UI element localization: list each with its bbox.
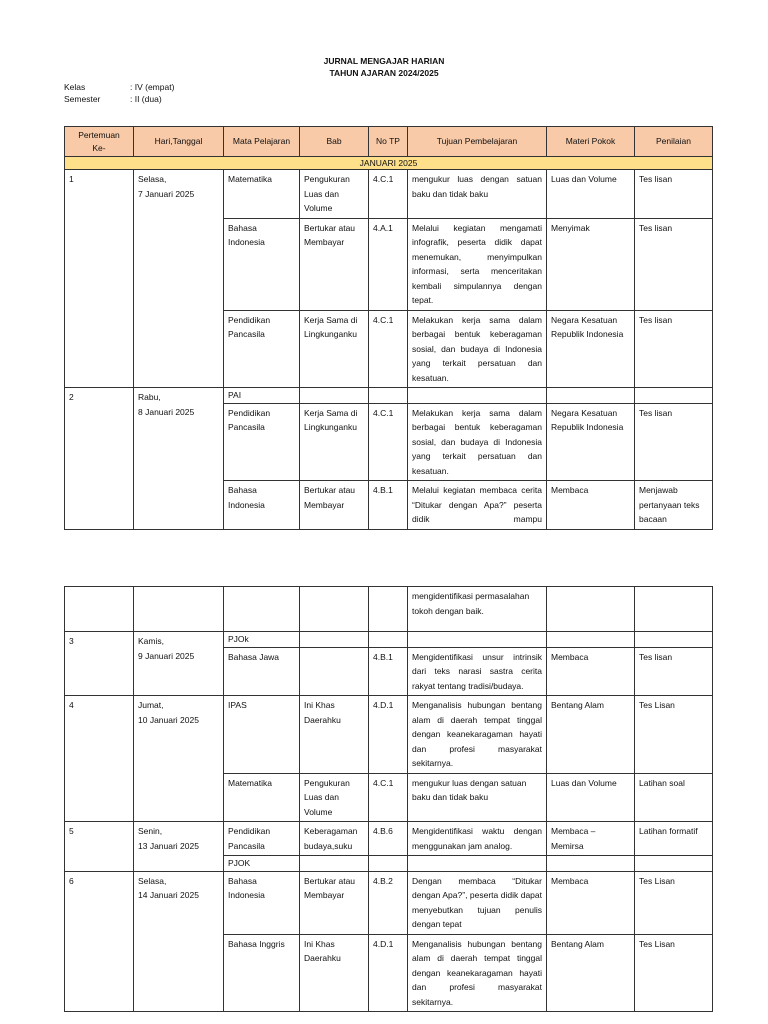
cell-mapel: Pendidikan Pancasila [224,310,300,388]
cell-bab: Ini Khas Daerahku [300,934,369,1012]
cell-bab: Ini Khas Daerahku [300,696,369,774]
cell-no: 3 [65,632,134,696]
cell-tp: 4.B.1 [369,481,408,530]
cell-bab: Bertukar atau Membayar [300,871,369,934]
cell-hari [134,587,224,632]
cell-tujuan [408,856,547,872]
cell-mapel: Pendidikan Pancasila [224,403,300,481]
journal-table-page1 [64,126,713,530]
cell-tujuan: Melakukan kerja sama dalam berbagai bentuk keberagaman sosial, dan budaya di Indonesia yang terkait persatuan dan kesatuan. [408,310,547,388]
table-row [65,632,713,648]
cell-penilaian: Tes Lisan [635,934,713,1012]
table-row [65,170,713,219]
cell-bab: Kerja Sama di Lingkunganku [300,403,369,481]
cell-materi: Negara Kesatuan Republik Indonesia [547,403,635,481]
cell-materi [547,632,635,648]
cell-tujuan: Melakukan kerja sama dalam berbagai bentuk keberagaman sosial, dan budaya di Indonesia yang terkait persatuan dan kesatuan. [408,403,547,481]
month-row [65,157,713,170]
cell-materi: Bentang Alam [547,696,635,774]
cell-tp [369,632,408,648]
cell-materi [547,856,635,872]
cell-mapel: PJOK [224,856,300,872]
cell-mapel: Matematika [224,773,300,822]
cell-penilaian [635,632,713,648]
cell-mapel: Bahasa Indonesia [224,218,300,310]
cell-no: 6 [65,871,134,1012]
table-row [65,696,713,774]
cell-tp: 4.D.1 [369,934,408,1012]
month-label: JANUARI 2025 [65,157,713,170]
cell-penilaian [635,388,713,404]
cell-tp: 4.B.6 [369,822,408,856]
cell-bab [300,856,369,872]
cell-materi: Membaca [547,481,635,530]
cell-bab: Bertukar atau Membayar [300,481,369,530]
cell-bab [300,647,369,696]
cell-tujuan: mengukur luas dengan satuan baku dan tidak baku [408,773,547,822]
document-title: JURNAL MENGAJAR HARIAN [323,56,445,66]
journal-table-page2 [64,586,713,1012]
cell-tujuan: Mengidentifikasi waktu dengan menggunakan jam analog. [408,822,547,856]
cell-materi [547,587,635,632]
cell-bab: Kerja Sama di Lingkunganku [300,310,369,388]
cell-tujuan: Menganalisis hubungan bentang alam di daerah tempat tinggal dengan keanekaragaman hayati dan profesi masyarakat sekitarnya. [408,934,547,1012]
cell-materi: Luas dan Volume [547,773,635,822]
kelas-label: Kelas [64,82,86,92]
cell-penilaian: Tes lisan [635,310,713,388]
cell-penilaian: Tes lisan [635,647,713,696]
cell-penilaian: Tes Lisan [635,696,713,774]
table-header-row [65,127,713,157]
cell-materi: Membaca [547,871,635,934]
cell-tujuan: Melalui kegiatan mengamati infografik, peserta didik dapat menemukan, menyimpulkan informasi, serta menceritakan kembali simpulannya dengan tepat. [408,218,547,310]
col-header-mapel: Mata Pelajaran [224,127,300,157]
col-header-bab: Bab [300,127,369,157]
col-header-tp: No TP [369,127,408,157]
cell-tp: 4.D.1 [369,696,408,774]
cell-hari: Kamis, 9 Januari 2025 [134,632,224,696]
cell-bab: Bertukar atau Membayar [300,218,369,310]
cell-tujuan: mengukur luas dengan satuan baku dan tidak baku [408,170,547,219]
cell-tujuan: Melalui kegiatan membaca cerita “Ditukar dengan Apa?” peserta didik mampu [408,481,547,530]
cell-penilaian: Tes Lisan [635,871,713,934]
cell-mapel [224,587,300,632]
cell-no: 2 [65,388,134,530]
cell-tp: 4.A.1 [369,218,408,310]
col-header-tujuan: Tujuan Pembelajaran [408,127,547,157]
cell-penilaian [635,587,713,632]
cell-penilaian: Latihan formatif [635,822,713,856]
semester-label: Semester [64,94,101,104]
cell-tujuan: Dengan membaca “Ditukar dengan Apa?”, peserta didik dapat menyebutkan tujuan penulis dengan tepat [408,871,547,934]
cell-penilaian: Tes lisan [635,170,713,219]
cell-tp [369,388,408,404]
cell-materi: Menyimak [547,218,635,310]
cell-mapel: PAI [224,388,300,404]
cell-tujuan [408,388,547,404]
table-row [65,871,713,934]
cell-bab [300,632,369,648]
kelas-info [64,82,174,92]
table-row [65,822,713,856]
cell-mapel: PJOk [224,632,300,648]
cell-mapel: Pendidikan Pancasila [224,822,300,856]
cell-tp: 4.B.1 [369,647,408,696]
cell-no [65,587,134,632]
cell-materi: Luas dan Volume [547,170,635,219]
cell-no: 1 [65,170,134,388]
cell-tp: 4.C.1 [369,170,408,219]
cell-penilaian [635,856,713,872]
cell-hari: Selasa, 7 Januari 2025 [134,170,224,388]
cell-no: 4 [65,696,134,822]
col-header-penilaian: Penilaian [635,127,713,157]
document-subtitle: TAHUN AJARAN 2024/2025 [329,68,439,78]
semester-value: : II (dua) [130,94,162,104]
cell-bab [300,587,369,632]
cell-materi: Membaca [547,647,635,696]
cell-hari: Jumat, 10 Januari 2025 [134,696,224,822]
cell-bab: Keberagaman budaya,suku [300,822,369,856]
table-row [65,587,713,632]
cell-bab: Pengukuran Luas dan Volume [300,170,369,219]
cell-mapel: Bahasa Inggris [224,934,300,1012]
cell-tujuan [408,632,547,648]
cell-bab [300,388,369,404]
cell-tujuan: Mengidentifikasi unsur intrinsik dari teks narasi sastra cerita rakyat tentang tradisi/budaya. [408,647,547,696]
cell-hari: Senin, 13 Januari 2025 [134,822,224,872]
cell-hari: Selasa, 14 Januari 2025 [134,871,224,1012]
col-header-hari: Hari,Tanggal [134,127,224,157]
kelas-value: : IV (empat) [130,82,175,92]
col-header-pertemuan: Pertemuan Ke- [65,127,134,157]
cell-mapel: Matematika [224,170,300,219]
semester-info [64,94,162,104]
cell-mapel: Bahasa Indonesia [224,871,300,934]
cell-tujuan: Menganalisis hubungan bentang alam di daerah tempat tinggal dengan keanekaragaman hayati dan profesi masyarakat sekitarnya. [408,696,547,774]
cell-penilaian: Menjawab pertanyaan teks bacaan [635,481,713,530]
cell-materi: Bentang Alam [547,934,635,1012]
table-row [65,388,713,404]
cell-tp: 4.C.1 [369,403,408,481]
cell-tp: 4.C.1 [369,773,408,822]
cell-no: 5 [65,822,134,872]
cell-penilaian: Latihan soal [635,773,713,822]
cell-tp [369,587,408,632]
cell-bab: Pengukuran Luas dan Volume [300,773,369,822]
cell-mapel: Bahasa Indonesia [224,481,300,530]
cell-tp: 4.C.1 [369,310,408,388]
col-header-materi: Materi Pokok [547,127,635,157]
cell-tp [369,856,408,872]
cell-materi: Negara Kesatuan Republik Indonesia [547,310,635,388]
cell-hari: Rabu, 8 Januari 2025 [134,388,224,530]
cell-mapel: Bahasa Jawa [224,647,300,696]
cell-penilaian: Tes lisan [635,218,713,310]
cell-tujuan: mengidentifikasi permasalahan tokoh dengan baik. [408,587,547,632]
cell-materi: Membaca – Memirsa [547,822,635,856]
cell-penilaian: Tes lisan [635,403,713,481]
cell-mapel: IPAS [224,696,300,774]
cell-materi [547,388,635,404]
cell-tp: 4.B.2 [369,871,408,934]
